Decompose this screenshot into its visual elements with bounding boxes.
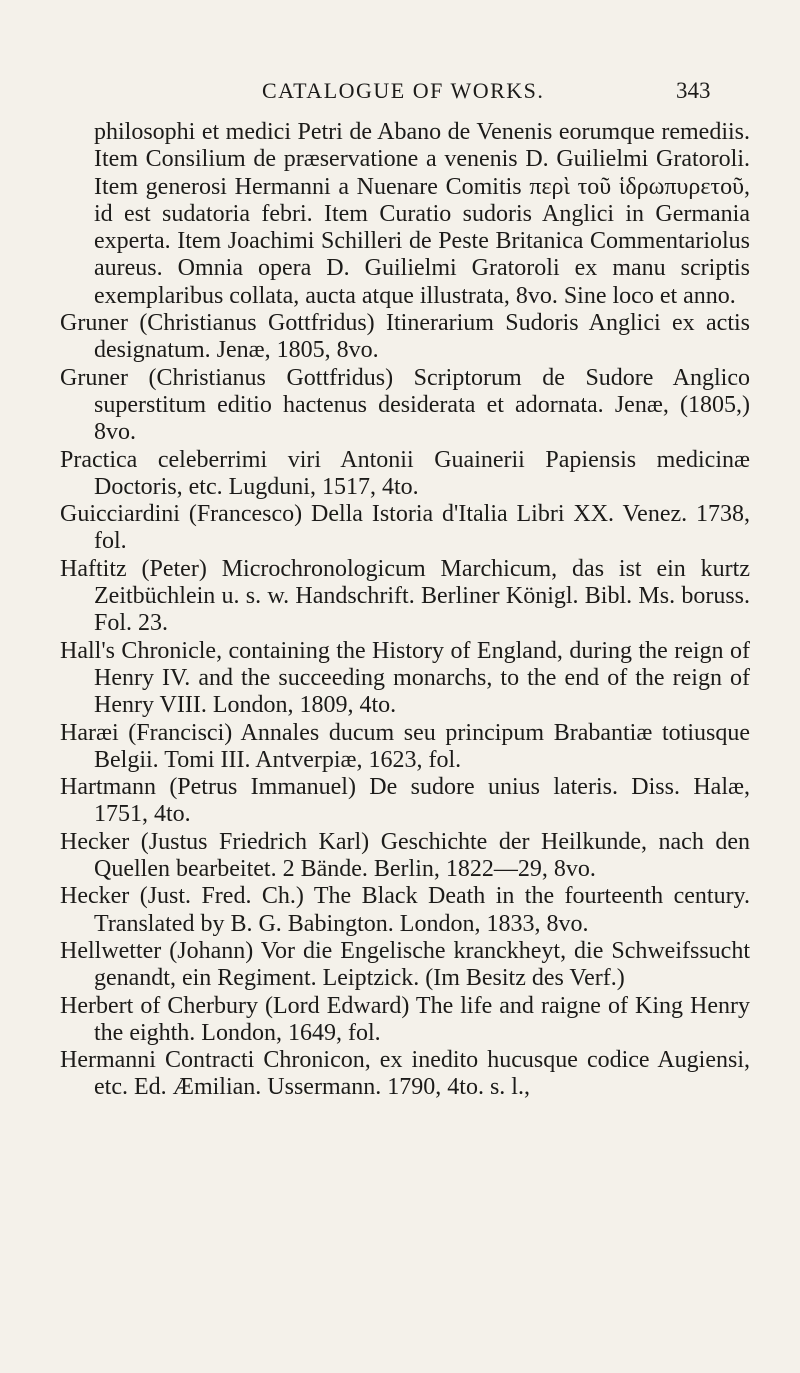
catalogue-entry: Hermanni Contracti Chronicon, ex inedito hucusque codice Augiensi, etc. Ed. Æmilian. Ussermann. 1790, 4to. s. l., [60,1047,750,1101]
page-number: 343 [676,78,711,103]
catalogue-entry: Herbert of Cherbury (Lord Edward) The life and raigne of King Henry the eighth. London, 1649, fol. [60,992,750,1046]
catalogue-entry: Hecker (Just. Fred. Ch.) The Black Death in the fourteenth century. Translated by B. G. Babington. London, 1833, 8vo. [60,883,750,937]
catalogue-entry: philosophi et medici Petri de Abano de Venenis eorumque remediis. Item Consilium de præservatione a venenis D. Guilielmi Gratoroli. Item generosi Hermanni a Nuenare Comitis περὶ τοῦ ἱδρωπυρετοῦ, id est sudatoria febri. Item Curatio sudoris Anglici in Germania experta. Item Joachimi Schilleri de Peste Britanica Commentariolus aureus. Omnia opera D. Guilielmi Gratoroli ex manu scriptis exemplaribus collata, aucta atque illustrata, 8vo. Sine loco et anno. [94,119,750,309]
catalogue-entry: Hecker (Justus Friedrich Karl) Geschichte der Heilkunde, nach den Quellen bearbeitet. 2 Bände. Berlin, 1822—29, 8vo. [60,828,750,883]
catalogue-entry: Hall's Chronicle, containing the History of England, during the reign of Henry IV. and the succeeding monarchs, to the end of the reign of Henry VIII. London, 1809, 4to. [60,637,750,719]
catalogue-entry: Gruner (Christianus Gottfridus) Itinerarium Sudoris Anglici ex actis designatum. Jenæ, 1805, 8vo. [60,310,750,364]
catalogue-entry: Hellwetter (Johann) Vor die Engelische kranckheyt, die Schweifssucht genandt, ein Regiment. Leiptzick. (Im Besitz des Verf.) [60,937,750,992]
catalogue-entry: Haftitz (Peter) Microchronologicum Marchicum, das ist ein kurtz Zeitbüchlein u. s. w. Handschrift. Berliner Königl. Bibl. Ms. boruss. Fol. 23. [60,555,750,637]
catalogue-entry: Gruner (Christianus Gottfridus) Scriptorum de Sudore Anglico superstitum editio hactenus desiderata et adornata. Jenæ, (1805,) 8vo. [60,364,750,446]
page-header [0,78,800,108]
running-title: CATALOGUE OF WORKS. [262,78,545,103]
catalogue-entry: Practica celeberrimi viri Antonii Guainerii Papiensis medicinæ Doctoris, etc. Lugduni, 1517, 4to. [60,446,750,500]
catalogue-entries [60,119,750,1102]
catalogue-entry: Haræi (Francisci) Annales ducum seu principum Brabantiæ totiusque Belgii. Tomi III. Antverpiæ, 1623, fol. [60,719,750,773]
catalogue-entry: Guicciardini (Francesco) Della Istoria d'Italia Libri XX. Venez. 1738, fol. [60,501,750,555]
catalogue-entry: Hartmann (Petrus Immanuel) De sudore unius lateris. Diss. Halæ, 1751, 4to. [60,774,750,828]
